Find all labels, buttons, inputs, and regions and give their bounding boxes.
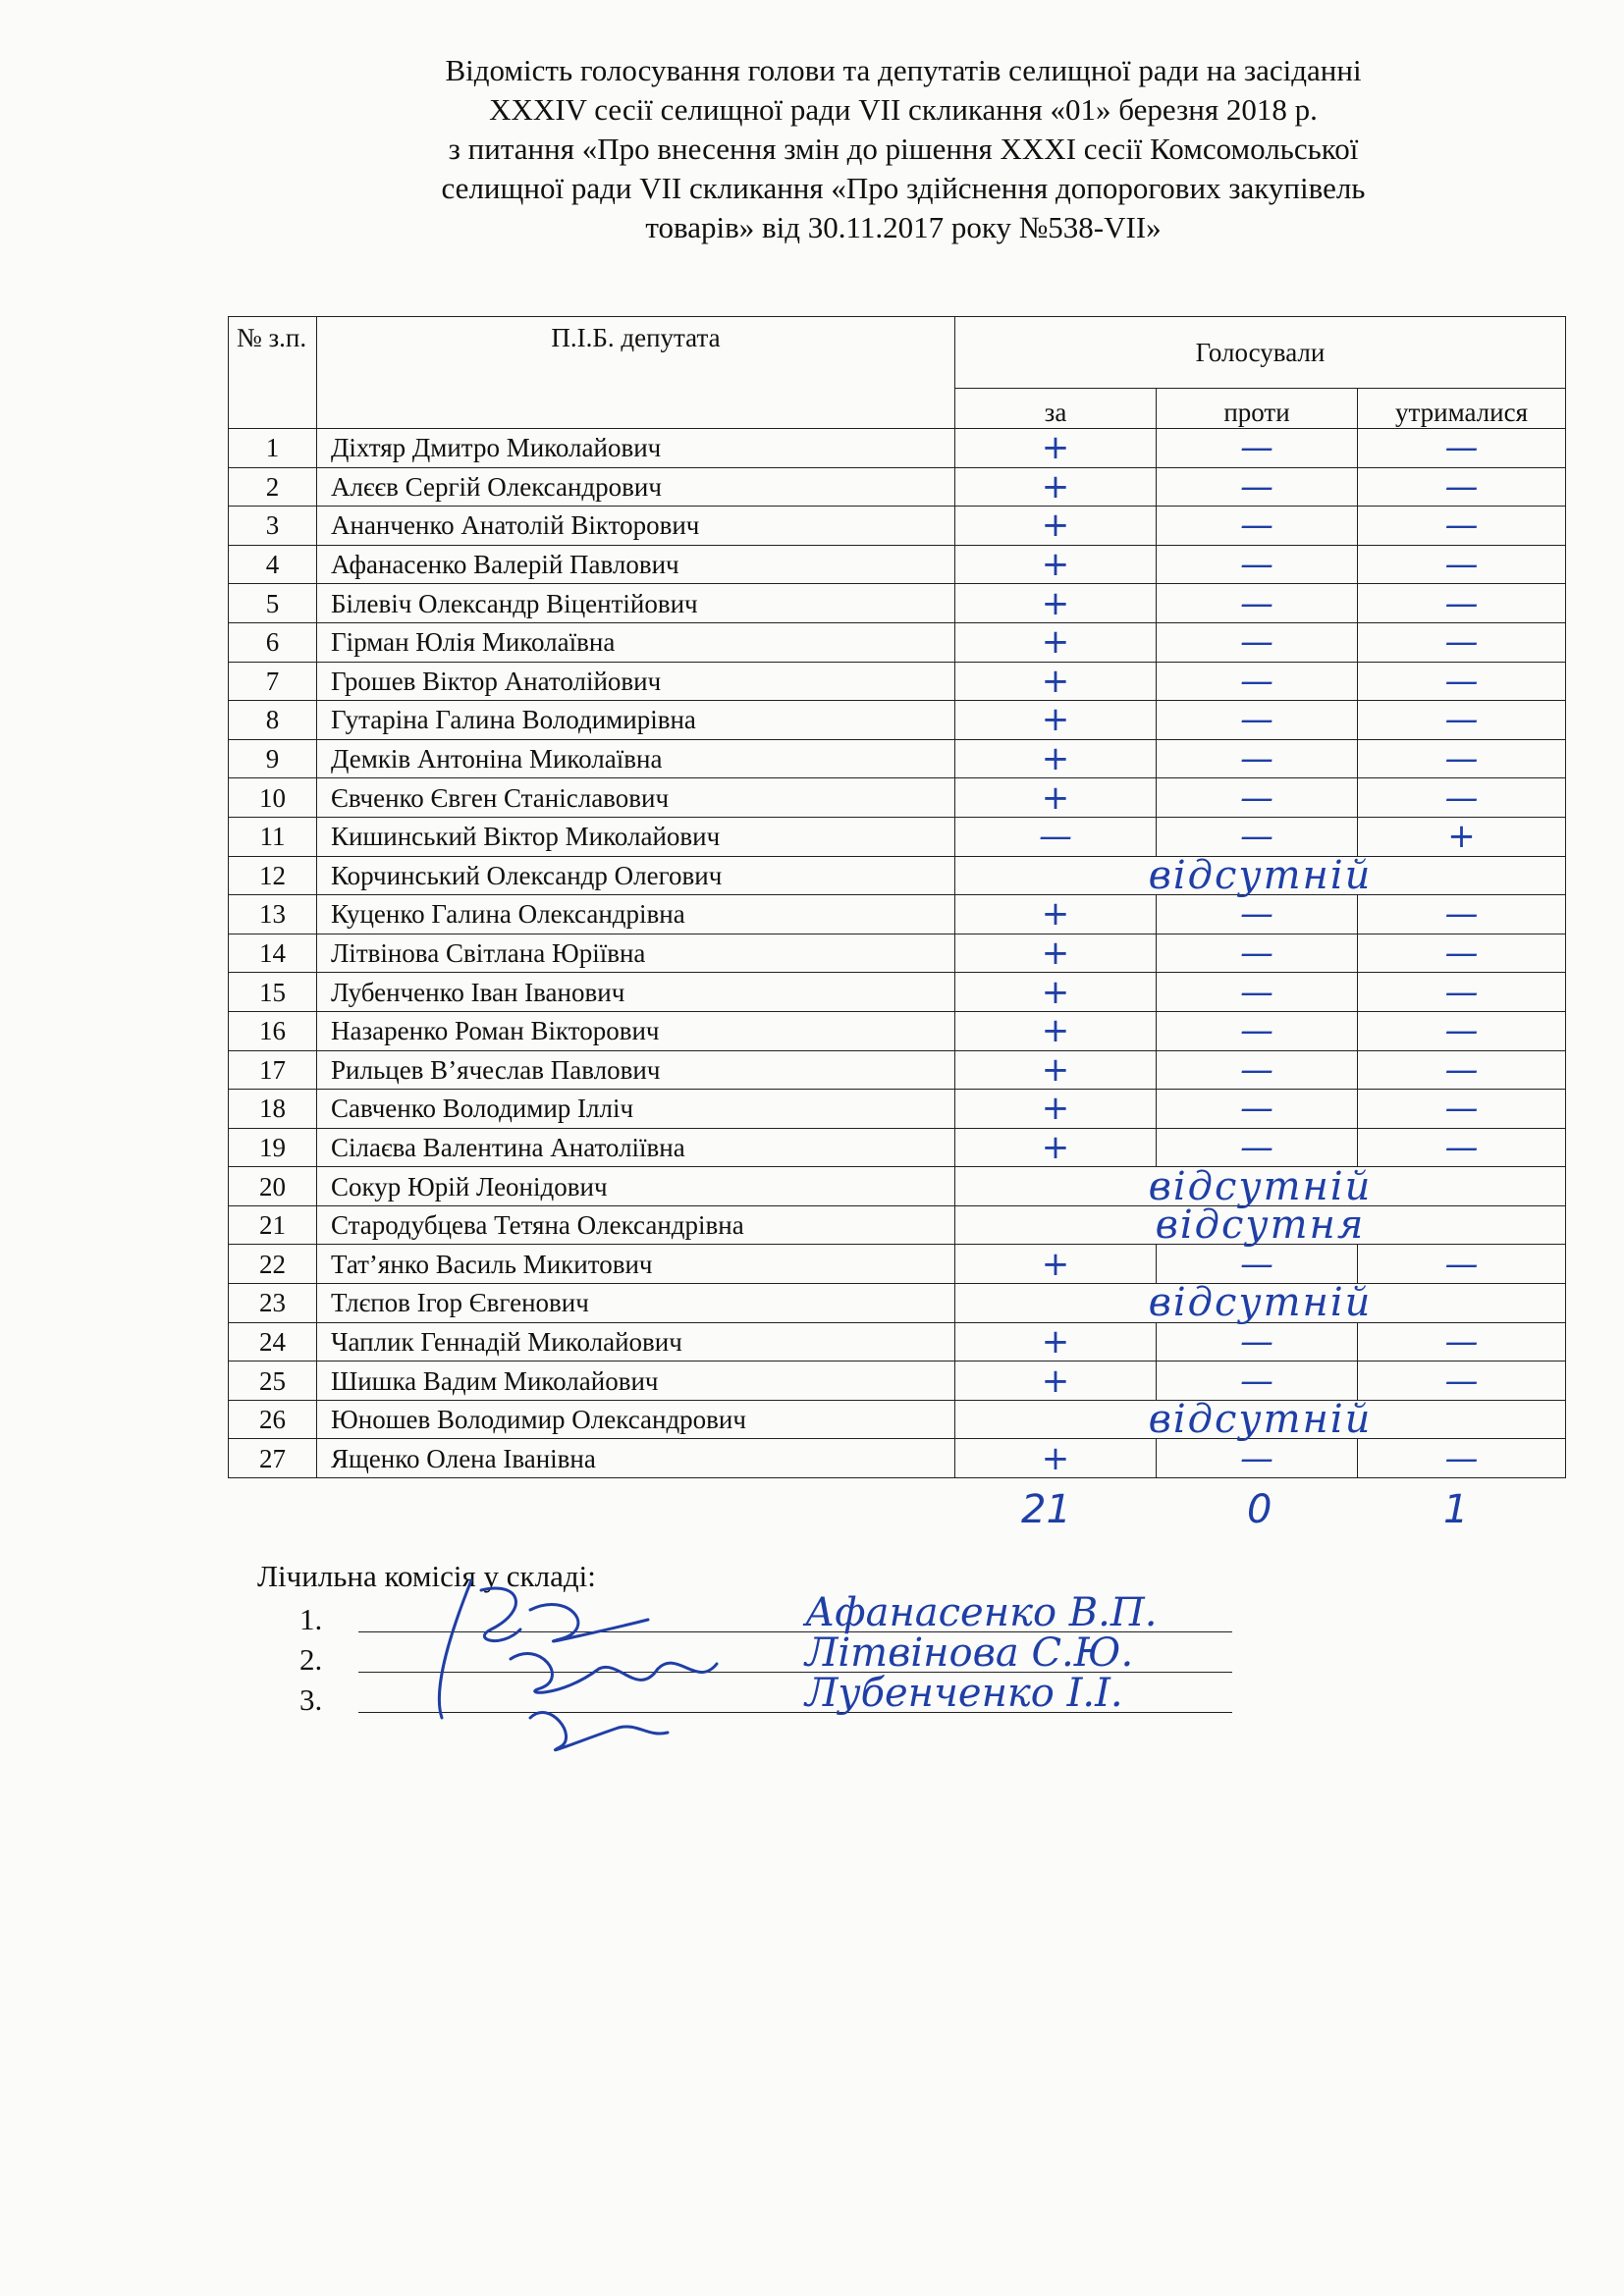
table-row xyxy=(229,1011,1566,1050)
vote-abstained-mark: — xyxy=(1358,701,1566,740)
deputy-name: Корчинський Олександр Олегович xyxy=(317,856,955,895)
row-number: 24 xyxy=(229,1322,317,1362)
vote-for-mark: + xyxy=(955,507,1157,546)
row-number: 3 xyxy=(229,507,317,546)
commission-number: 2. xyxy=(299,1642,323,1677)
row-number: 1 xyxy=(229,429,317,468)
header-against: проти xyxy=(1157,389,1358,429)
row-number: 25 xyxy=(229,1362,317,1401)
title-line: з питання «Про внесення змін до рішення XXXI сесії Комсомольської xyxy=(448,132,1359,166)
table-row xyxy=(229,856,1566,895)
row-number: 11 xyxy=(229,817,317,856)
vote-against-mark: — xyxy=(1157,662,1358,701)
table-row xyxy=(229,1322,1566,1362)
deputy-name: Євченко Євген Станіславович xyxy=(317,778,955,818)
row-number: 4 xyxy=(229,545,317,584)
deputy-name: Назаренко Роман Вікторович xyxy=(317,1011,955,1050)
deputy-name: Тлєпов Ігор Євгенович xyxy=(317,1284,955,1323)
vote-against-mark: — xyxy=(1157,1128,1358,1167)
title-line: Відомість голосування голови та депутатів селищної ради на засіданні xyxy=(445,53,1362,87)
vote-for-mark: + xyxy=(955,1090,1157,1129)
table-row xyxy=(229,622,1566,662)
vote-against-mark: — xyxy=(1157,507,1358,546)
table-row xyxy=(229,507,1566,546)
vote-abstained-mark: — xyxy=(1358,1128,1566,1167)
absent-note: відсутній xyxy=(955,1167,1566,1206)
row-number: 18 xyxy=(229,1090,317,1129)
total-abstained: 1 xyxy=(1443,1487,1469,1532)
vote-for-mark: — xyxy=(955,817,1157,856)
row-number: 14 xyxy=(229,934,317,973)
vote-abstained-mark: — xyxy=(1358,895,1566,934)
vote-for-mark: + xyxy=(955,467,1157,507)
table-row xyxy=(229,662,1566,701)
row-number: 2 xyxy=(229,467,317,507)
vote-for-mark: + xyxy=(955,973,1157,1012)
vote-for-mark: + xyxy=(955,778,1157,818)
absent-note: відсутній xyxy=(955,856,1566,895)
vote-for-mark: + xyxy=(955,622,1157,662)
vote-for-mark: + xyxy=(955,662,1157,701)
vote-abstained-mark: — xyxy=(1358,1090,1566,1129)
deputy-name: Шишка Вадим Миколайович xyxy=(317,1362,955,1401)
table-row xyxy=(229,1362,1566,1401)
vote-against-mark: — xyxy=(1157,1011,1358,1050)
commission-member-name: Лубенченко І.І. xyxy=(805,1671,1123,1716)
total-for: 21 xyxy=(1021,1487,1071,1532)
header-name: П.І.Б. депутата xyxy=(317,317,955,429)
row-number: 7 xyxy=(229,662,317,701)
absent-note: відсутній xyxy=(955,1400,1566,1439)
deputy-name: Стародубцева Тетяна Олександрівна xyxy=(317,1205,955,1245)
title-line: товарів» від 30.11.2017 року №538-VII» xyxy=(645,210,1162,244)
vote-abstained-mark: — xyxy=(1358,1362,1566,1401)
deputy-name: Сілаєва Валентина Анатоліївна xyxy=(317,1128,955,1167)
vote-against-mark: — xyxy=(1157,1439,1358,1478)
row-number: 12 xyxy=(229,856,317,895)
commission-member-name: Афанасенко В.П. xyxy=(805,1590,1158,1635)
table-row xyxy=(229,778,1566,818)
table-row xyxy=(229,1167,1566,1206)
total-against: 0 xyxy=(1247,1487,1272,1532)
deputy-name: Літвінова Світлана Юріївна xyxy=(317,934,955,973)
row-number: 23 xyxy=(229,1284,317,1323)
vote-abstained-mark: — xyxy=(1358,934,1566,973)
vote-against-mark: — xyxy=(1157,739,1358,778)
vote-against-mark: — xyxy=(1157,817,1358,856)
vote-for-mark: + xyxy=(955,739,1157,778)
vote-abstained-mark: — xyxy=(1358,778,1566,818)
vote-against-mark: — xyxy=(1157,1322,1358,1362)
row-number: 5 xyxy=(229,584,317,623)
row-number: 16 xyxy=(229,1011,317,1050)
row-number: 22 xyxy=(229,1245,317,1284)
deputy-name: Білевіч Олександр Віцентійович xyxy=(317,584,955,623)
deputy-name: Сокур Юрій Леонідович xyxy=(317,1167,955,1206)
vote-abstained-mark: + xyxy=(1358,817,1566,856)
row-number: 10 xyxy=(229,778,317,818)
table-row xyxy=(229,1128,1566,1167)
row-number: 8 xyxy=(229,701,317,740)
header-number: № з.п. xyxy=(229,317,317,429)
vote-against-mark: — xyxy=(1157,1245,1358,1284)
table-row xyxy=(229,895,1566,934)
table-row xyxy=(229,1245,1566,1284)
deputy-name: Грошев Віктор Анатолійович xyxy=(317,662,955,701)
row-number: 13 xyxy=(229,895,317,934)
row-number: 15 xyxy=(229,973,317,1012)
table-row xyxy=(229,1284,1566,1323)
handwritten-signature xyxy=(412,1571,785,1787)
deputy-name: Кишинський Віктор Миколайович xyxy=(317,817,955,856)
vote-against-mark: — xyxy=(1157,701,1358,740)
commission-label: Лічильна комісія у складі: xyxy=(257,1559,596,1593)
commission-number: 3. xyxy=(299,1682,323,1717)
deputy-name: Алєєв Сергій Олександрович xyxy=(317,467,955,507)
vote-against-mark: — xyxy=(1157,545,1358,584)
table-body xyxy=(229,429,1566,1478)
vote-against-mark: — xyxy=(1157,584,1358,623)
title-line: XXXIV сесії селищної ради VII скликання «01» березня 2018 р. xyxy=(489,92,1318,127)
vote-against-mark: — xyxy=(1157,973,1358,1012)
row-number: 6 xyxy=(229,622,317,662)
commission-member-name: Літвінова С.Ю. xyxy=(805,1630,1134,1676)
vote-abstained-mark: — xyxy=(1358,1011,1566,1050)
vote-against-mark: — xyxy=(1157,622,1358,662)
vote-for-mark: + xyxy=(955,934,1157,973)
row-number: 20 xyxy=(229,1167,317,1206)
absent-note: відсутня xyxy=(955,1205,1566,1245)
header-for: за xyxy=(955,389,1157,429)
absent-note: відсутній xyxy=(955,1284,1566,1323)
row-number: 9 xyxy=(229,739,317,778)
commission-number: 1. xyxy=(299,1602,323,1636)
table-row xyxy=(229,467,1566,507)
deputy-name: Савченко Володимир Ілліч xyxy=(317,1090,955,1129)
vote-for-mark: + xyxy=(955,895,1157,934)
vote-for-mark: + xyxy=(955,1011,1157,1050)
row-number: 17 xyxy=(229,1050,317,1090)
deputy-name: Афанасенко Валерій Павлович xyxy=(317,545,955,584)
table-row xyxy=(229,934,1566,973)
deputy-name: Юношев Володимир Олександрович xyxy=(317,1400,955,1439)
vote-for-mark: + xyxy=(955,1128,1157,1167)
vote-against-mark: — xyxy=(1157,1090,1358,1129)
deputy-name: Ананченко Анатолій Вікторович xyxy=(317,507,955,546)
vote-abstained-mark: — xyxy=(1358,584,1566,623)
vote-abstained-mark: — xyxy=(1358,507,1566,546)
vote-abstained-mark: — xyxy=(1358,662,1566,701)
vote-against-mark: — xyxy=(1157,1050,1358,1090)
deputy-name: Лубенченко Іван Іванович xyxy=(317,973,955,1012)
row-number: 21 xyxy=(229,1205,317,1245)
deputy-name: Демків Антоніна Миколаївна xyxy=(317,739,955,778)
table-row xyxy=(229,701,1566,740)
table-row xyxy=(229,584,1566,623)
table-row xyxy=(229,1090,1566,1129)
vote-for-mark: + xyxy=(955,1439,1157,1478)
voting-table xyxy=(228,316,1566,1478)
header-voted: Голосували xyxy=(955,317,1566,389)
row-number: 27 xyxy=(229,1439,317,1478)
deputy-name: Куценко Галина Олександрівна xyxy=(317,895,955,934)
deputy-name: Чаплик Геннадій Миколайович xyxy=(317,1322,955,1362)
vote-abstained-mark: — xyxy=(1358,1245,1566,1284)
vote-against-mark: — xyxy=(1157,778,1358,818)
deputy-name: Рильцев В’ячеслав Павлович xyxy=(317,1050,955,1090)
table-row xyxy=(229,1205,1566,1245)
table-row xyxy=(229,1050,1566,1090)
vote-for-mark: + xyxy=(955,1322,1157,1362)
table-row xyxy=(229,429,1566,468)
row-number: 19 xyxy=(229,1128,317,1167)
title-line: селищної ради VII скликання «Про здійснення допорогових закупівель xyxy=(441,171,1366,205)
vote-abstained-mark: — xyxy=(1358,1322,1566,1362)
row-number: 26 xyxy=(229,1400,317,1439)
vote-for-mark: + xyxy=(955,1362,1157,1401)
table-row xyxy=(229,739,1566,778)
deputy-name: Ященко Олена Іванівна xyxy=(317,1439,955,1478)
vote-for-mark: + xyxy=(955,429,1157,468)
vote-against-mark: — xyxy=(1157,1362,1358,1401)
vote-against-mark: — xyxy=(1157,429,1358,468)
vote-abstained-mark: — xyxy=(1358,429,1566,468)
vote-abstained-mark: — xyxy=(1358,739,1566,778)
vote-against-mark: — xyxy=(1157,895,1358,934)
document-title xyxy=(295,51,1512,247)
vote-for-mark: + xyxy=(955,545,1157,584)
table-row xyxy=(229,973,1566,1012)
vote-for-mark: + xyxy=(955,584,1157,623)
deputy-name: Гірман Юлія Миколаївна xyxy=(317,622,955,662)
vote-for-mark: + xyxy=(955,701,1157,740)
vote-for-mark: + xyxy=(955,1245,1157,1284)
vote-for-mark: + xyxy=(955,1050,1157,1090)
vote-abstained-mark: — xyxy=(1358,973,1566,1012)
vote-abstained-mark: — xyxy=(1358,1050,1566,1090)
table-row xyxy=(229,545,1566,584)
table-row xyxy=(229,817,1566,856)
vote-abstained-mark: — xyxy=(1358,545,1566,584)
header-abstained: утрималися xyxy=(1358,389,1566,429)
vote-against-mark: — xyxy=(1157,934,1358,973)
table-row xyxy=(229,1439,1566,1478)
vote-abstained-mark: — xyxy=(1358,622,1566,662)
deputy-name: Тат’янко Василь Микитович xyxy=(317,1245,955,1284)
table-row xyxy=(229,1400,1566,1439)
deputy-name: Гутаріна Галина Володимирівна xyxy=(317,701,955,740)
vote-against-mark: — xyxy=(1157,467,1358,507)
vote-abstained-mark: — xyxy=(1358,1439,1566,1478)
deputy-name: Діхтяр Дмитро Миколайович xyxy=(317,429,955,468)
vote-abstained-mark: — xyxy=(1358,467,1566,507)
